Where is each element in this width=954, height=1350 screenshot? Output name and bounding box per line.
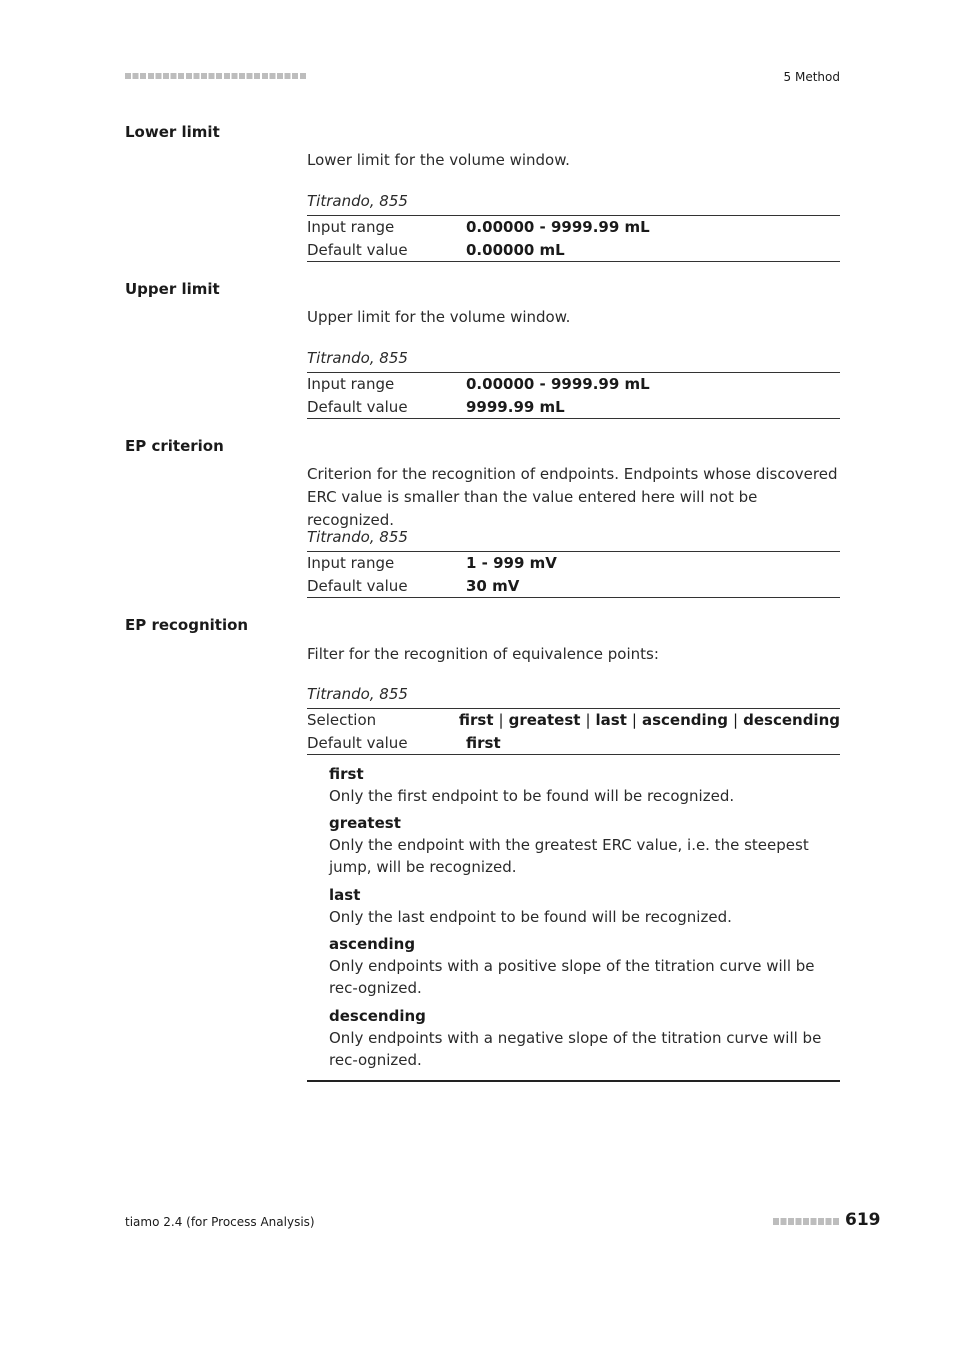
- table-caption: Titrando, 855: [307, 192, 408, 210]
- table-row: [307, 216, 840, 239]
- row-value: 30 mV: [466, 576, 520, 595]
- option-desc: Only the endpoint with the greatest ERC value, i.e. the steepest jump, will be recognized.: [329, 836, 809, 876]
- param-table-ep-criterion: [307, 551, 840, 598]
- table-row: [307, 575, 840, 598]
- section-desc-ep-criterion: Criterion for the recognition of endpoints. Endpoints whose discovered ERC value is smaller than the value entered here will not be recognized.: [307, 465, 838, 529]
- page-number: 619: [845, 1210, 881, 1230]
- row-label: Input range: [307, 218, 395, 237]
- param-table-lower-limit: [307, 215, 840, 262]
- section-title-upper-limit: Upper limit: [125, 280, 220, 298]
- choice-separator: |: [498, 711, 504, 730]
- table-row: [307, 373, 840, 396]
- selection-choices: [459, 711, 840, 729]
- option-name: last: [329, 886, 361, 904]
- row-value: 1 - 999 mV: [466, 554, 557, 573]
- choice-ascending: ascending: [641, 711, 729, 730]
- row-value: first: [466, 733, 501, 752]
- row-label: Input range: [307, 554, 395, 573]
- table-caption: Titrando, 855: [307, 685, 408, 703]
- section-title-lower-limit: Lower limit: [125, 123, 220, 141]
- row-label: Default value: [307, 397, 408, 416]
- list-item: [329, 1005, 834, 1071]
- option-name: ascending: [329, 935, 416, 953]
- option-name: descending: [329, 1007, 426, 1025]
- row-label: Default value: [307, 733, 408, 752]
- choice-descending: descending: [743, 711, 840, 730]
- param-table-upper-limit: [307, 372, 840, 419]
- list-item: [329, 933, 834, 999]
- option-desc: Only endpoints with a positive slope of the titration curve will be rec-ognized.: [329, 957, 815, 997]
- row-label: Selection: [307, 711, 377, 730]
- header-decoration: [125, 73, 307, 79]
- table-caption: Titrando, 855: [307, 349, 408, 367]
- table-row: [307, 396, 840, 419]
- list-item: [329, 812, 834, 878]
- row-value: 9999.99 mL: [466, 397, 565, 416]
- choice-separator: |: [585, 711, 591, 730]
- footer-product: tiamo 2.4 (for Process Analysis): [125, 1215, 315, 1229]
- table-row: [307, 552, 840, 575]
- option-list: [307, 755, 840, 1082]
- choice-greatest: greatest: [508, 711, 581, 730]
- option-name: greatest: [329, 814, 401, 832]
- row-label: Input range: [307, 375, 395, 394]
- option-desc: Only the first endpoint to be found will be recognized.: [329, 787, 735, 805]
- table-row: [307, 709, 840, 732]
- choice-last: last: [595, 711, 627, 730]
- row-label: Default value: [307, 240, 408, 259]
- option-desc: Only the last endpoint to be found will be recognized.: [329, 908, 732, 926]
- list-item: [329, 763, 834, 807]
- section-desc-ep-recognition: Filter for the recognition of equivalence points:: [307, 645, 659, 663]
- table-row: [307, 239, 840, 262]
- choice-separator: |: [631, 711, 637, 730]
- section-title-ep-recognition: EP recognition: [125, 616, 249, 634]
- table-caption: Titrando, 855: [307, 528, 408, 546]
- row-value: 0.00000 - 9999.99 mL: [466, 375, 650, 394]
- choice-first: first: [458, 711, 494, 730]
- chapter-title: 5 Method: [783, 70, 840, 84]
- section-desc-lower-limit: Lower limit for the volume window.: [307, 151, 570, 169]
- row-value: 0.00000 mL: [466, 240, 565, 259]
- section-title-ep-criterion: EP criterion: [125, 437, 224, 455]
- option-name: first: [329, 765, 364, 783]
- choice-separator: |: [733, 711, 739, 730]
- row-value: 0.00000 - 9999.99 mL: [466, 218, 650, 237]
- list-item: [329, 884, 834, 928]
- option-desc: Only endpoints with a negative slope of the titration curve will be rec-ognized.: [329, 1029, 822, 1069]
- param-table-ep-recognition: [307, 708, 840, 755]
- table-row: [307, 732, 840, 755]
- section-desc-upper-limit: Upper limit for the volume window.: [307, 308, 571, 326]
- footer-decoration: [773, 1218, 840, 1225]
- row-label: Default value: [307, 576, 408, 595]
